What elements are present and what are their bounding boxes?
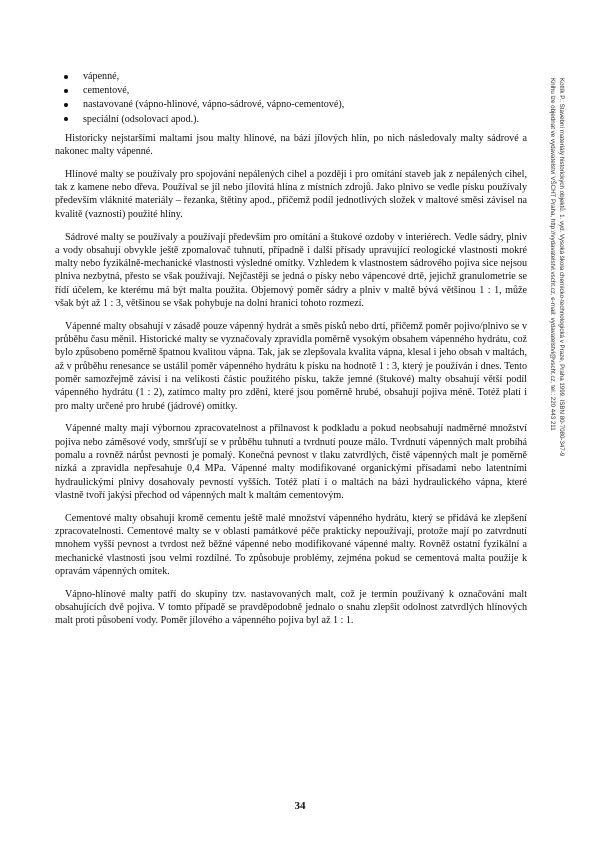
order-info-line: Knihu lze objednat ve vydavatelství VŠCHT Praha, http://vydavatelstvi.vscht.cz, e-mail: vydavatelstvi@vscht.cz, tel.: 220 443 211: [549, 78, 556, 431]
paragraph-clay-mortars: Hlínové malty se používaly pro spojování nepálených cihel a později i pro omítání staveb jak z nepálených cihel, tak z kamene nebo dřeva. Používal se jíl nebo jílovitá hlína z místních zdrojů. Jako plnivo se vedle písku používaly především vláknité materiály – řezanka, štětiny apod., přičemž podíl jednotlivých složek v maltové směsi závisel na kvalitě (vaznosti) použité hlíny.: [55, 168, 527, 220]
list-item: speciální (odsolovací apod.).: [55, 113, 527, 127]
citation-line: Kotlík P.: Stavební materiály historických objektů. 1. vyd. Vysoká škola chemicko-technologická v Praze, Praha 1999. ISBN 80-7080-347-9: [558, 78, 565, 457]
list-item: cementové,: [55, 84, 527, 98]
paragraph-lime-properties: Vápenné malty mají výbornou zpracovatelnost a přilnavost k podkladu a pokud neobsahují nadměrné množství pojiva nebo záměsové vody, smršťují se v průběhu tuhnutí a tvrdnutí pouze málo. Tvrdnutí vápenných malt probíhá pomalu a rovněž nárůst pevnosti je pomalý. Konečná pevnost v tlaku zatvrdlých, čistě vápenných malt je poměrně nízká a zpravidla nepřesahuje 0,4 MPa. Vápenné malty modifikované organickými přísadami nebo latentními hydraulickými plnivy dosahovaly pevností vyšších. Totéž platí i o maltách na bázi hydraulického vápna, které vlastně tvoří jakýsi přechod od vápenných malt k maltám cementovým.: [55, 423, 527, 501]
paragraph-lime-mortars: Vápenné malty obsahují v zásadě pouze vápenný hydrát a směs písků nebo drtí, přičemž poměr pojivo/plnivo se v průběhu času měnil. Historické malty se vyznačovaly zpravidla poměrně vysokým obsahem vápenného hydrátu, což bylo způsobeno poměrně špatnou kvalitou vápna. Tak, jak se zlepšovala kvalita vápna, klesal i jeho obsah v maltách, až v průběhu renesance se ustálil poměr vápenného hydrátu k písku na hodnotě 1 : 3, který je používán i dnes. Tento poměr samozřejmě závisí i na velikosti částic použitého písku, takže jemné (štukové) malty obsahují větší podíl vápenného hydrátu (1 : 2), zatímco malty pro zdění, které jsou poměrně hrubé, obsahují pojiva méně. Totéž platí i pro malty určené pro hrubé (jádrové) omítky.: [55, 320, 527, 412]
mortar-types-list: [55, 70, 527, 127]
list-item: nastavované (vápno-hlinové, vápno-sádrové, vápno-cementové),: [55, 98, 527, 112]
paragraph-cement-mortars: Cementové malty obsahují kromě cementu ještě malé množství vápenného hydrátu, který se přidává ke zlepšení zpracovatelnosti. Cementové malty se v oblasti památkové péče prakticky nepoužívají, protože mají po zatvrdnutí mnohem vyšší pevnost a tvrdost než běžné vápenné nebo modifikované vápenné malty. Rovněž ostatní fyzikální a mechanické vlastnosti jsou velmi rozdílné. To způsobuje problémy, zejména pokud se cementová malta použije k opravám vápenných omítek.: [55, 512, 527, 577]
paragraph-lime-clay-mortars: Vápno-hlínové malty patří do skupiny tzv. nastavovaných malt, což je termín používaný k označování malt obsahujících dvě pojiva. V tomto případě se pravděpodobně jednalo o snahu zlepšit odolnost zatvrdlých hlínových malt proti působení vody. Poměr jílového a vápenného pojiva byl až 1 : 1.: [55, 588, 527, 627]
paragraph-gypsum-mortars: Sádrové malty se používaly a používají především pro omítání a štukové ozdoby v interiérech. Vedle sádry, plniv a vody obsahují obvykle ještě zpomalovač tuhnutí, případně i další přísady upravující reologické vlastnosti mokré malty nebo fyzikálně-mechanické vlastnosti výsledné omítky. Vzhledem k vlastnostem sádrového pojiva sice nejsou plniva nezbytná, přesto se však používají. Nejčastěji se jedná o písky nebo vápencové drtě, jejichž granulometrie se řídí účelem, ke kterému má být malta použita. Objemový poměr sádry a plniv v maltě bývá většinou 1 : 1, může však být až 1 : 3, většinou se však pohybuje na dolní hranici tohoto rozmezí.: [55, 231, 527, 310]
citation-sidebar: [548, 78, 566, 758]
page-number: 34: [294, 800, 306, 812]
list-item: vápenné,: [55, 70, 527, 84]
page-body: [55, 70, 527, 637]
paragraph-history: Historicky nejstaršími maltami jsou malty hlinové, na bázi jílových hlín, po nich následovaly malty sádrové a nakonec malty vápenné.: [55, 132, 527, 158]
